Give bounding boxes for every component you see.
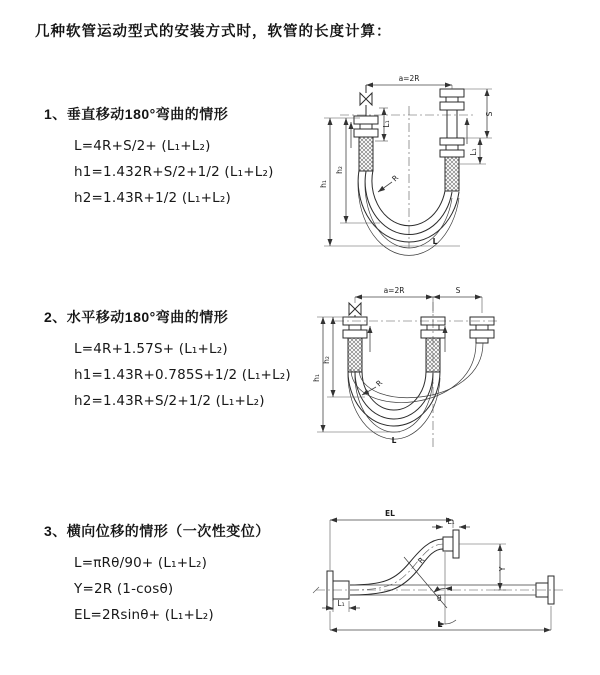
dimension-y — [459, 544, 507, 590]
dim-label-h2: h₂ — [322, 356, 331, 364]
dim-label-h1: h₁ — [319, 180, 328, 188]
dim-label-l1: L₁ — [469, 148, 478, 156]
section-1-formulas — [74, 133, 304, 211]
dim-label-s: S — [485, 111, 494, 117]
radius-leader — [378, 173, 400, 192]
dimension-h1-h2 — [319, 118, 460, 246]
dimension-el — [330, 509, 453, 570]
section-3-formulas — [74, 550, 304, 628]
radius-leader — [362, 378, 384, 395]
dim-label-r: R — [374, 378, 385, 389]
formula-line: h2=1.43R+S/2+1/2 (L₁+L₂) — [74, 393, 265, 409]
formula-line: Y=2R (1-cosθ) — [74, 581, 174, 597]
valve-icon — [360, 85, 372, 116]
dim-label-h1: h₁ — [312, 374, 321, 382]
formula-line: h1=1.432R+S/2+1/2 (L₁+L₂) — [74, 164, 274, 180]
diagram-vertical-180-svg — [300, 66, 600, 258]
pipe-left — [354, 116, 378, 171]
pipe-left — [343, 317, 367, 372]
dim-label-l: L — [391, 436, 397, 445]
dim-label-r: R — [390, 173, 401, 184]
dimension-s-right — [460, 89, 494, 164]
dim-label-a2r: a=2R — [398, 74, 420, 83]
section-horizontal-180 — [44, 307, 304, 414]
diagram-vertical-180-bend — [300, 66, 600, 258]
dimension-l1-left — [322, 599, 360, 612]
formula-line: EL=2Rsinθ+ (L₁+L₂) — [74, 607, 214, 623]
formula-line: L=4R+S/2+ (L₁+L₂) — [74, 138, 211, 154]
pipe-middle — [421, 317, 445, 372]
page-title: 几种软管运动型式的安装方式时，软管的长度计算： — [35, 24, 392, 40]
dim-label-l1: L₁ — [337, 599, 345, 608]
dimension-h1-h2 — [312, 317, 400, 432]
section-1-heading: 1、垂直移动180°弯曲的情形 — [44, 106, 229, 122]
dim-label-a2r: a=2R — [383, 286, 405, 295]
dim-label-h2: h₂ — [335, 166, 344, 174]
section-3-heading: 3、横向位移的情形（一次性变位） — [44, 523, 270, 539]
section-vertical-180 — [44, 104, 304, 211]
section-2-heading: 2、水平移动180°弯曲的情形 — [44, 309, 229, 325]
dimension-a2r — [366, 74, 452, 89]
u-bend-hose — [358, 170, 459, 255]
dim-label-el: EL — [385, 509, 395, 518]
diagram-lateral-displacement — [298, 500, 598, 650]
dimension-a2r — [355, 286, 482, 313]
u-bend-hose-moved — [351, 343, 483, 403]
dimension-l — [330, 606, 551, 630]
flange-top-right — [443, 530, 459, 558]
dim-label-s: S — [455, 286, 461, 295]
diagram-horizontal-180-svg — [300, 280, 600, 475]
section-2-formulas — [74, 336, 304, 414]
dim-label-l1: L₁ — [382, 120, 391, 128]
formula-line: L=4R+1.57S+ (L₁+L₂) — [74, 341, 228, 357]
section-lateral-displacement — [44, 521, 304, 628]
formula-line: h1=1.43R+0.785S+1/2 (L₁+L₂) — [74, 367, 291, 383]
diagram-lateral-svg — [298, 500, 598, 650]
dim-label-l: L — [432, 237, 438, 246]
construction-lines — [404, 552, 447, 624]
dimension-l1-top — [432, 517, 470, 527]
dim-label-r: R — [415, 555, 427, 566]
dim-label-theta: θ — [437, 594, 442, 603]
pipe-right — [440, 89, 464, 191]
dim-label-l1: L₁ — [447, 517, 455, 526]
valve-icon — [349, 303, 361, 317]
formula-line: h2=1.43R+1/2 (L₁+L₂) — [74, 190, 231, 206]
dim-label-l: L — [437, 620, 443, 629]
dim-label-y: Y — [498, 566, 507, 572]
diagram-horizontal-180-bend — [300, 280, 600, 475]
formula-line: L=πRθ/90+ (L₁+L₂) — [74, 555, 208, 571]
